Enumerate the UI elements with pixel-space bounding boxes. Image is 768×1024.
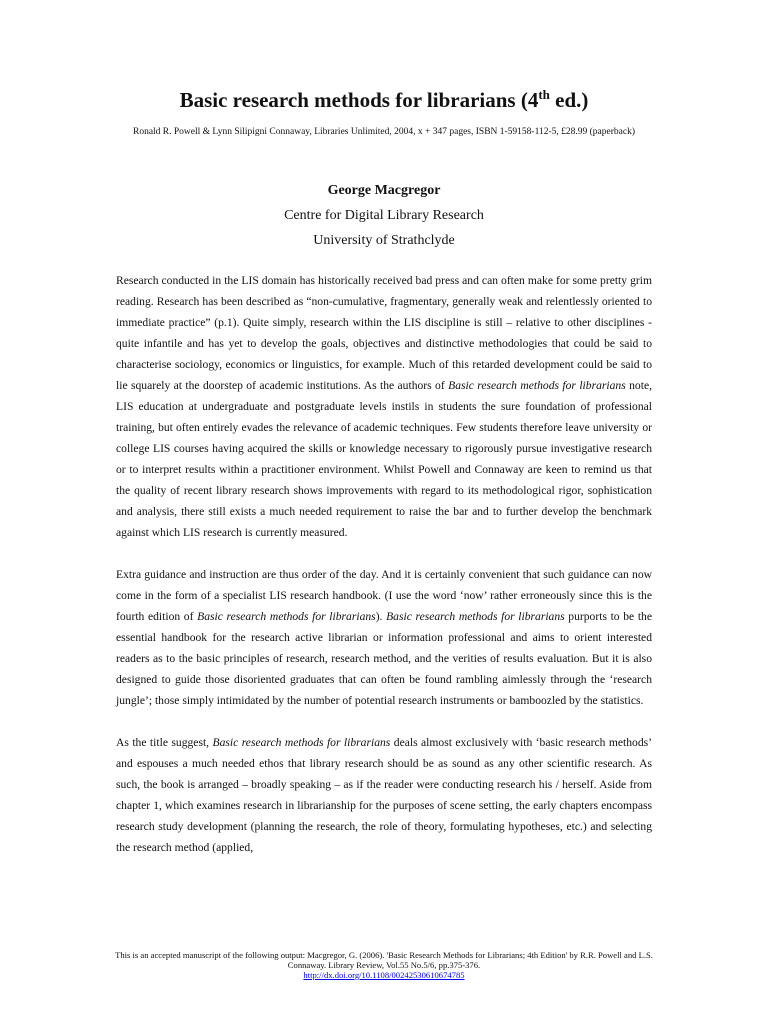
book-title-italic: Basic research methods for librarians [212, 736, 391, 749]
doi-link[interactable]: http://dx.doi.org/10.1108/00242530610674785 [303, 970, 465, 980]
review-body [116, 270, 652, 879]
book-title-italic: Basic research methods for librarians [386, 610, 565, 623]
title-text: Basic research methods for librarians (4 [179, 88, 539, 112]
author-name: George Macgregor [327, 183, 441, 198]
footer-note: This is an accepted manuscript of the following output: Macgregor, G. (2006). 'Basic Research Methods for Librarians; 4th Edition' by R.R. Powell and L.S. Connaway. Library Review, Vol.55 No.5/6, pp.375-376. [115, 950, 653, 970]
review-title [0, 86, 768, 114]
paragraph-3: As the title suggest, Basic research methods for librarians deals almost exclusively with ‘basic research methods’ and espouses a much needed ethos that library research should be as sound as any other scientific research. As such, the book is arranged – broadly speaking – as if the reader were conducting research his / herself. Aside from chapter 1, which examines research in librarianship for the purposes of scene setting, the early chapters encompass research study development (planning the research, the role of theory, formulating hypotheses, etc.) and selecting the research method (applied, [116, 736, 653, 854]
paragraph-1: Research conducted in the LIS domain has historically received bad press and can often make for some pretty grim reading. Research has been described as “non-cumulative, fragmentary, generally weak and relentlessly oriented to immediate practice” (p.1). Quite simply, research within the LIS discipline is still – relative to other disciplines - quite infantile and has yet to develop the goals, objectives and distinctive methodologies that could be said to characterise sociology, economics or linguistics, for example. Much of this retarded development could be said to lie squarely at the doorstep of academic institutions. As the authors of Basic research methods for librarians note, LIS education at undergraduate and postgraduate levels instils in students the sure foundation of professional training, but often entirely evades the relevance of academic techniques. Few students therefore leave university or college LIS courses having acquired the skills or knowledge necessary to rigorously pursue investigative research or to interpret results within a practitioner environment. Whilst Powell and Connaway are keen to remind us that the quality of recent library research shows improvements with regard to its methodological rigor, sophistication and analysis, there still exists a much needed requirement to raise the bar and to further develop the benchmark against which LIS research is currently measured. [116, 274, 652, 539]
title-superscript: th [538, 87, 550, 102]
paragraph-2: Extra guidance and instruction are thus order of the day. And it is certainly convenient that such guidance can now come in the form of a specialist LIS research handbook. (I use the word ‘now’ rather erroneously since this is the fourth edition of Basic research methods for librarians). Basic research methods for librarians purports to be the essential handbook for the research active librarian or information professional and aims to orient interested readers as to the basic principles of research, research method, and the verities of results evaluation. But it is also designed to guide those disoriented graduates that can often be found rambling aimlessly through the ‘research jungle’; those simply intimidated by the number of potential research instruments or bamboozled by the statistics. [116, 568, 652, 707]
book-title-italic: Basic research methods for librarians [197, 610, 376, 623]
author-block [0, 178, 768, 253]
bibliographic-details: Ronald R. Powell & Lynn Silipigni Connaway, Libraries Unlimited, 2004, x + 347 pages, ISBN 1-59158-112-5, £28.99 (paperback) [132, 127, 636, 137]
author-affiliation-university: University of Strathclyde [313, 233, 455, 248]
book-title-italic: Basic research methods for librarians [448, 379, 626, 392]
title-end: ed.) [549, 88, 589, 112]
author-affiliation-centre: Centre for Digital Library Research [284, 208, 484, 223]
manuscript-footer [108, 950, 660, 980]
